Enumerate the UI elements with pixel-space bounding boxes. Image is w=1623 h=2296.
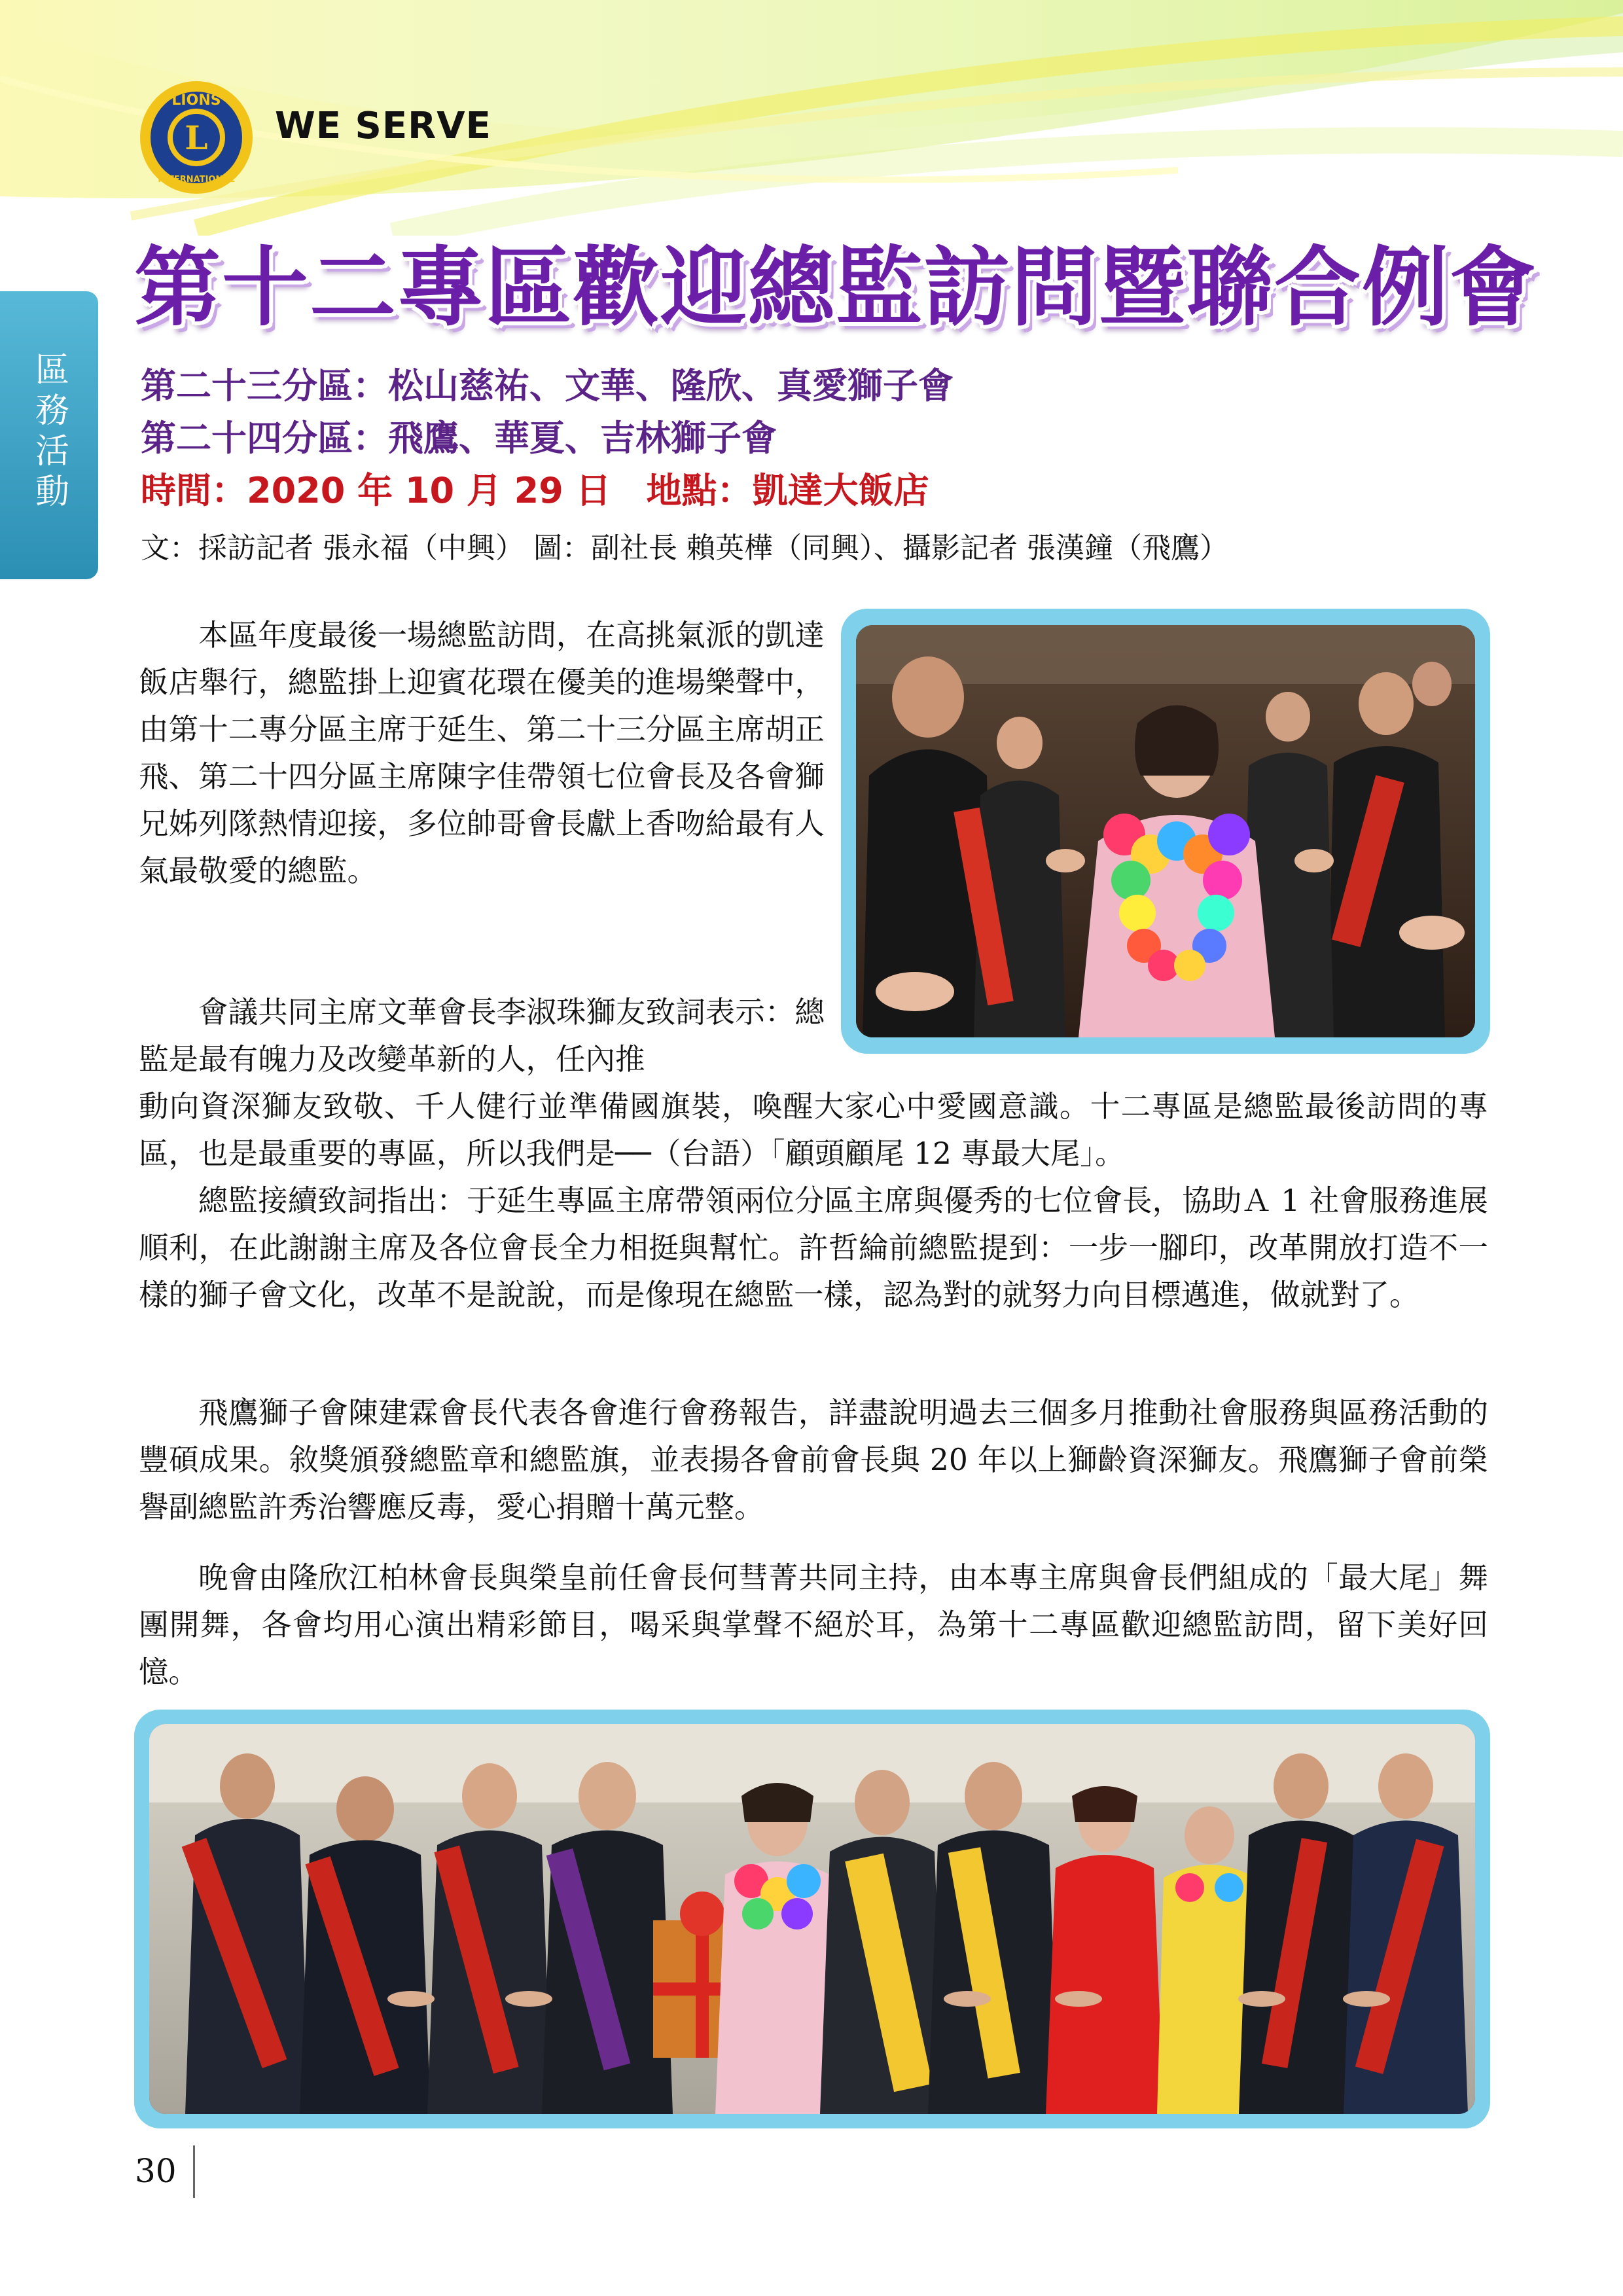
photo-group [149,1724,1475,2114]
paragraph-1: 本區年度最後一場總監訪問，在高挑氣派的凱達飯店舉行，總監掛上迎賓花環在優美的進場樂聲中，由第十二專分區主席于延生、第二十三分區主席胡正飛、第二十四分區主席陳字佳帶領七位會長及各會獅兄姊列隊熱情迎接，多位帥哥會長獻上香吻給最有人氣最敬愛的總監。 [139,618,825,888]
section-tab-label: 區 務 活 動 [35,351,69,512]
lions-logo [137,79,255,196]
subtitle-district-24: 第二十四分區：飛鷹、華夏、吉林獅子會 [141,418,777,459]
photo-welcome-governor [856,625,1475,1037]
subtitle-district-23: 第二十三分區：松山慈祐、文華、隆欣、真愛獅子會 [141,365,954,406]
page-number: 30 [135,2152,177,2190]
paragraph-3: 總監接續致詞指出：于延生專區主席帶領兩位分區主席與優秀的七位會長，協助Ａ 1 社會服務進展順利，在此謝謝主席及各位會長全力相挺與幫忙。許哲綸前總監提到：一步一腳印，改革開放打造不一樣的獅子會文化，改革不是說說，而是像現在總監一樣，認為對的就努力向目標邁進，做就對了。 [139,1183,1488,1312]
article-title: 第十二專區歡迎總監訪問暨聯合例會 [134,238,1537,338]
paragraph-4: 飛鷹獅子會陳建霖會長代表各會進行會務報告，詳盡說明過去三個多月推動社會服務與區務活動的豐碩成果。敘獎頒發總監章和總監旗，並表揚各會前會長與 20 年以上獅齡資深獅友。飛鷹獅子會前榮譽副總監許秀治響應反毒，愛心捐贈十萬元整。 [139,1395,1488,1524]
subtitle-time-place: 時間：2020 年 10 月 29 日 地點：凱達大飯店 [141,470,929,511]
paragraph-2-continued: 動向資深獅友致敬、千人健行並準備國旗裝，喚醒大家心中愛國意識。十二專區是總監最後訪問的專區，也是最重要的專區，所以我們是──（台語）「顧頭顧尾 12 專最大尾」。 [139,1089,1488,1171]
logo-letter: L [185,118,208,157]
paragraph-5: 晚會由隆欣江柏林會長與榮皇前任會長何彗菁共同主持，由本專主席與會長們組成的「最大尾」舞團開舞，各會均用心演出精彩節目，喝采與掌聲不絕於耳，為第十二專區歡迎總監訪問，留下美好回憶。 [139,1560,1488,1689]
paragraph-2-start: 會議共同主席文華會長李淑珠獅友致詞表示：總監是最有魄力及改變革新的人，任內推 [139,995,825,1077]
page-number-divider [193,2145,195,2198]
slogan: WE SERVE [275,105,491,147]
article-credits: 文：採訪記者 張永福（中興） 圖：副社長 賴英樺（同興）、攝影記者 張漢鐘（飛鷹） [141,531,1228,565]
logo-text-bottom: INTERNATIONAL [158,175,235,185]
logo-text-top: LIONS [171,92,221,109]
